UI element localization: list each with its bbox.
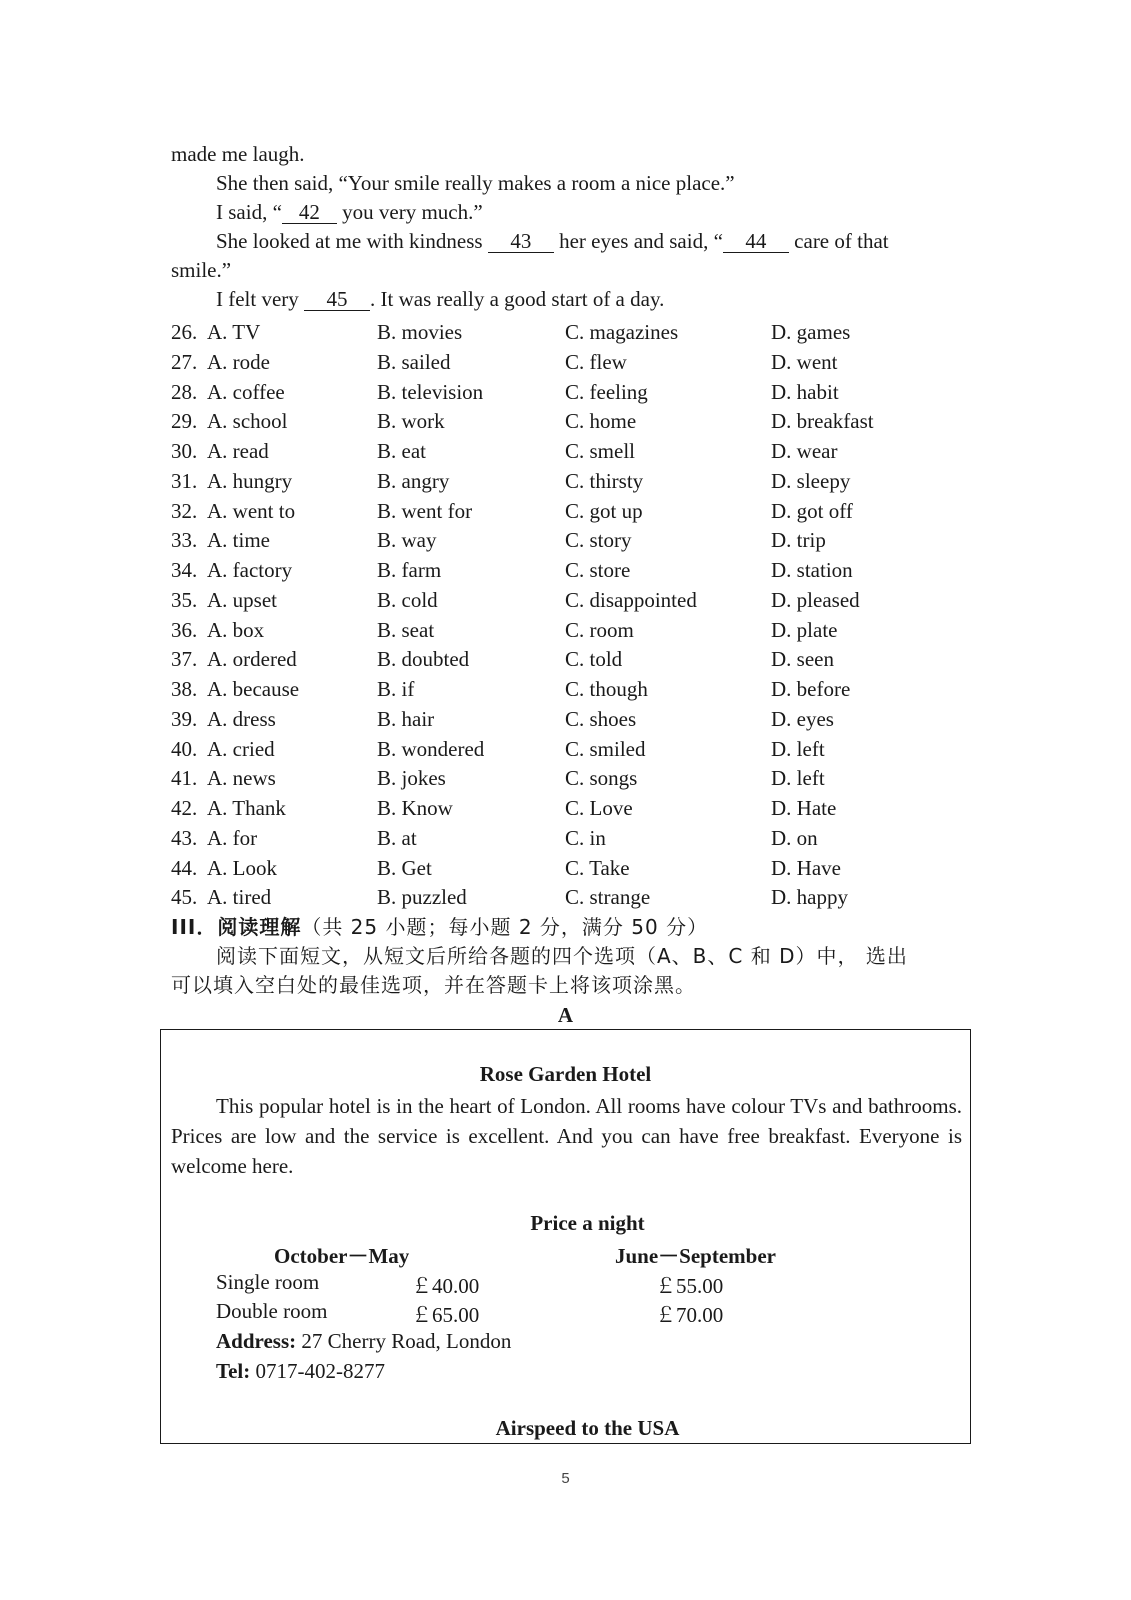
option-c: C. story [565, 528, 632, 553]
option-d: D. left [771, 766, 825, 791]
option-c: C. though [565, 677, 648, 701]
passage-line: She then said, “Your smile really makes a room a nice place.” [216, 171, 735, 195]
price-value: ￡65.00 [411, 1303, 480, 1327]
passage-line [216, 285, 664, 314]
option-a: A. Look [207, 855, 277, 880]
option-row [171, 497, 931, 526]
section-title: III．阅读理解 [171, 915, 302, 939]
hotel-title: Rose Garden Hotel [479, 1062, 652, 1086]
passage-line: made me laugh. [171, 142, 305, 166]
option-b: B. went for [377, 498, 473, 523]
option-a: A. school [207, 409, 288, 434]
passage-text: I said, “ [216, 200, 282, 224]
option-d: D. station [771, 558, 853, 582]
tel-label: Tel: [216, 1359, 251, 1383]
option-a: A. time [207, 528, 270, 553]
passage-line [216, 227, 889, 256]
question-number: 38. [171, 677, 198, 701]
option-row [171, 645, 931, 674]
option-c: C. Love [565, 796, 633, 820]
room-type: Single room [216, 1270, 320, 1294]
part-label: A [557, 1003, 574, 1027]
option-c: C. told [565, 647, 623, 672]
blank-42: 42 [282, 201, 337, 224]
option-a: A. because [207, 677, 300, 701]
option-a: A. ordered [207, 647, 297, 672]
question-number: 43. [171, 825, 198, 850]
option-row [171, 526, 931, 555]
price-value: ￡40.00 [411, 1274, 480, 1298]
question-number: 26. [171, 320, 198, 344]
hotel-address [216, 1329, 511, 1354]
option-d: D. Hate [771, 796, 837, 820]
option-b: B. jokes [377, 766, 446, 791]
option-b: B. doubted [377, 647, 470, 672]
option-a: A. for [207, 825, 258, 850]
passage-text: . It was really a good start of a day. [370, 287, 665, 311]
option-a: A. read [207, 439, 269, 463]
option-d: D. Have [771, 855, 841, 880]
option-c: C. in [565, 825, 606, 850]
option-a: A. news [207, 766, 276, 791]
question-number: 33. [171, 528, 198, 553]
option-a: A. dress [207, 706, 276, 731]
option-row [171, 883, 931, 912]
option-b: B. movies [377, 320, 463, 344]
option-row [171, 556, 931, 585]
option-b: B. at [377, 825, 417, 850]
question-number: 35. [171, 587, 198, 612]
option-b: B. hair [377, 706, 435, 731]
price-value: ￡70.00 [655, 1303, 724, 1327]
question-number: 32. [171, 498, 198, 523]
season-heading: June－September [615, 1244, 776, 1268]
option-row [171, 348, 931, 377]
option-c: C. store [565, 558, 631, 582]
option-d: D. breakfast [771, 409, 874, 434]
question-number: 39. [171, 706, 198, 731]
option-b: B. Know [377, 796, 453, 820]
option-c: C. room [565, 617, 634, 642]
option-c: C. got up [565, 498, 643, 523]
question-number: 29. [171, 409, 198, 434]
option-d: D. seen [771, 647, 834, 672]
passage-text: her eyes and said, “ [553, 229, 723, 253]
option-row [171, 616, 931, 645]
option-row [171, 675, 931, 704]
option-d: D. eyes [771, 706, 834, 731]
blank-45: 45 [304, 288, 370, 311]
option-row [171, 764, 931, 793]
price-heading: Price a night [530, 1211, 645, 1235]
blank-43: 43 [488, 230, 554, 253]
option-row [171, 407, 931, 436]
option-b: B. sailed [377, 349, 451, 374]
option-a: A. hungry [207, 468, 293, 493]
instruction-line: 可以填入空白处的最佳选项，并在答题卡上将该项涂黑。 [171, 973, 696, 997]
option-b: B. cold [377, 587, 438, 612]
option-row [171, 824, 931, 853]
option-b: B. way [377, 528, 437, 553]
option-d: D. happy [771, 885, 848, 910]
question-number: 28. [171, 379, 198, 404]
section-heading [171, 913, 708, 942]
instruction-line: 阅读下面短文，从短文后所给各题的四个选项（A、B、C 和 D）中， 选出 [216, 944, 908, 968]
question-number: 45. [171, 885, 198, 910]
option-d: D. before [771, 677, 851, 701]
option-row [171, 794, 931, 823]
option-b: B. seat [377, 617, 435, 642]
option-a: A. factory [207, 558, 293, 582]
option-row [171, 854, 931, 883]
option-row [171, 735, 931, 764]
option-c: C. songs [565, 766, 638, 791]
option-d: D. left [771, 736, 825, 761]
question-number: 37. [171, 647, 198, 672]
option-d: D. pleased [771, 587, 860, 612]
option-row [171, 705, 931, 734]
option-a: A. upset [207, 587, 277, 612]
question-number: 44. [171, 855, 198, 880]
room-type: Double room [216, 1299, 328, 1323]
option-row [171, 586, 931, 615]
option-b: B. television [377, 379, 484, 404]
question-number: 36. [171, 617, 198, 642]
option-b: B. wondered [377, 736, 485, 761]
option-c: C. feeling [565, 379, 648, 404]
option-c: C. smell [565, 439, 636, 463]
question-number: 41. [171, 766, 198, 791]
option-c: C. thirsty [565, 468, 644, 493]
option-d: D. plate [771, 617, 838, 642]
address-label: Address: [216, 1329, 297, 1353]
question-number: 27. [171, 349, 198, 374]
option-d: D. sleepy [771, 468, 851, 493]
option-d: D. trip [771, 528, 826, 553]
option-b: B. work [377, 409, 445, 434]
option-row [171, 378, 931, 407]
question-number: 42. [171, 796, 198, 820]
hotel-tel [216, 1359, 385, 1384]
option-a: A. TV [207, 320, 261, 344]
question-number: 30. [171, 439, 198, 463]
option-d: D. on [771, 825, 818, 850]
option-d: D. habit [771, 379, 839, 404]
price-value: ￡55.00 [655, 1274, 724, 1298]
option-row [171, 467, 931, 496]
option-a: A. rode [207, 349, 270, 374]
option-a: A. box [207, 617, 265, 642]
option-a: A. Thank [207, 796, 286, 820]
passage-line: smile.” [171, 258, 232, 282]
option-a: A. went to [207, 498, 296, 523]
option-c: C. smiled [565, 736, 646, 761]
option-c: C. home [565, 409, 637, 434]
option-b: B. angry [377, 468, 450, 493]
option-c: C. Take [565, 855, 630, 880]
option-c: C. strange [565, 885, 651, 910]
passage-text: She looked at me with kindness [216, 229, 488, 253]
option-a: A. coffee [207, 379, 285, 404]
option-b: B. puzzled [377, 885, 467, 910]
option-a: A. cried [207, 736, 275, 761]
section-note: （共 25 小题；每小题 2 分，满分 50 分） [301, 915, 709, 939]
option-c: C. flew [565, 349, 627, 374]
option-d: D. went [771, 349, 838, 374]
season-heading: October－May [274, 1244, 410, 1268]
tel-value: 0717-402-8277 [250, 1359, 385, 1383]
blank-44: 44 [723, 230, 789, 253]
passage-text: I felt very [216, 287, 305, 311]
passage-text: you very much.” [336, 200, 483, 224]
option-b: B. Get [377, 855, 432, 880]
question-number: 40. [171, 736, 198, 761]
option-row [171, 318, 931, 347]
option-c: C. magazines [565, 320, 679, 344]
option-b: B. eat [377, 439, 426, 463]
option-d: D. got off [771, 498, 853, 523]
question-number: 34. [171, 558, 198, 582]
address-value: 27 Cherry Road, London [296, 1329, 512, 1353]
option-b: B. farm [377, 558, 442, 582]
option-c: C. disappointed [565, 587, 697, 612]
option-a: A. tired [207, 885, 272, 910]
option-b: B. if [377, 677, 415, 701]
passage-text: care of that [788, 229, 889, 253]
question-number: 31. [171, 468, 198, 493]
next-advert-title: Airspeed to the USA [495, 1416, 680, 1440]
option-d: D. games [771, 320, 851, 344]
page-number: 5 [561, 1470, 570, 1487]
passage-line [216, 198, 483, 227]
option-c: C. shoes [565, 706, 637, 731]
option-row [171, 437, 931, 466]
option-d: D. wear [771, 439, 838, 463]
hotel-description: This popular hotel is in the heart of London. All rooms have colour TVs and bathrooms. Prices are low and the service is excellent. And you can have free breakfast. Everyone is welcome here. [171, 1094, 962, 1178]
